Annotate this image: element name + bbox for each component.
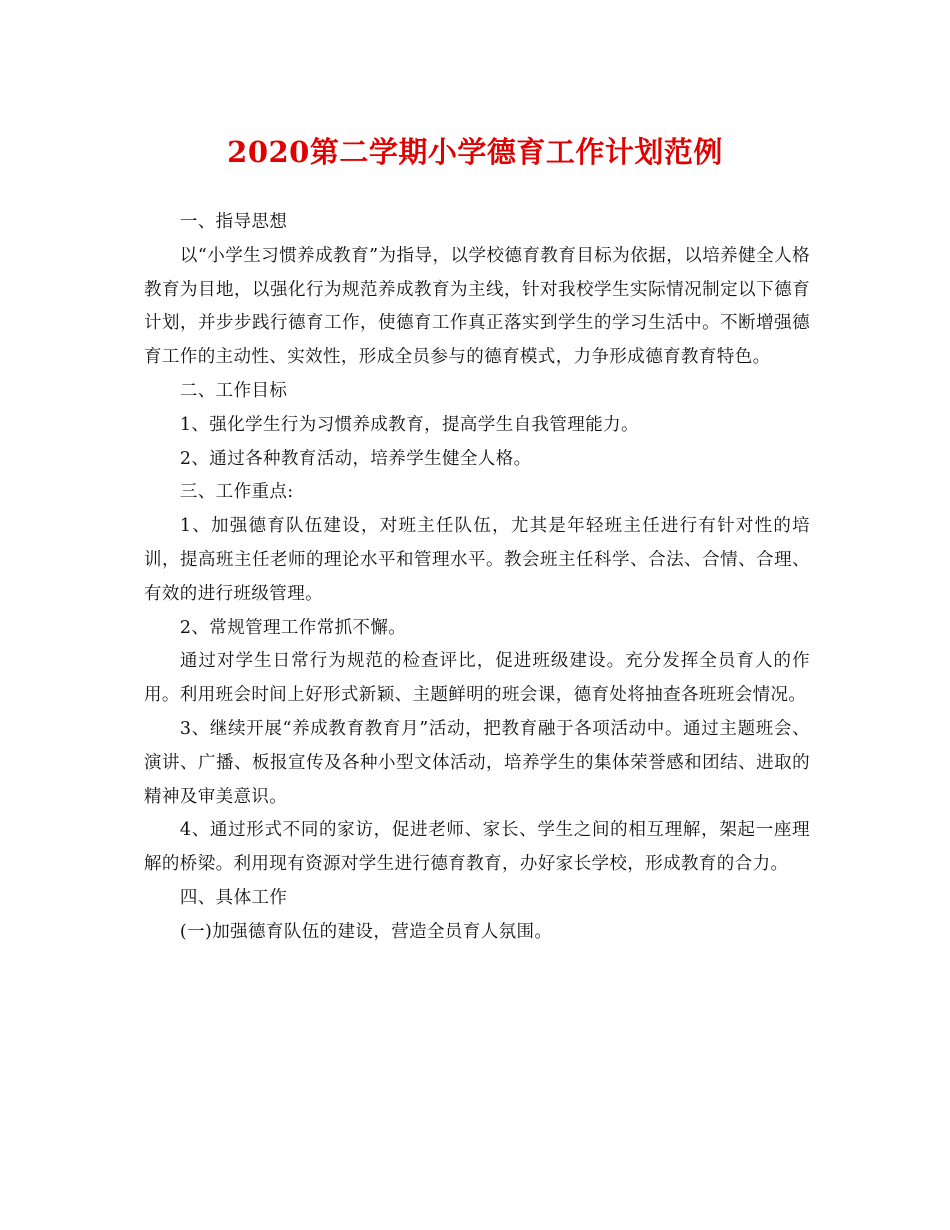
goal-item-1: 1、强化学生行为习惯养成教育，提高学生自我管理能力。 xyxy=(179,414,639,435)
section-heading-guiding-thought: 一、指导思想 xyxy=(179,212,288,232)
focus-item-4: 4、通过形式不同的家访，促进老师、家长、学生之间的相互理解，架起一座理解的桥梁。利用现有资源对学生进行德育教育，办好家长学校，形成教育的合力。 xyxy=(144,820,810,875)
paragraph-guiding-thought: 以“小学生习惯养成教育”为指导，以学校德育教育目标为依据，以培养健全人格教育为目地，以强化行为规范养成教育为主线，针对我校学生实际情况制定以下德育计划，并步步践行德育工作，使德育工作真正落实到学生的学习生活中。不断增强德育工作的主动性、实效性，形成全员参与的德育模式，力争形成德育教育特色。 xyxy=(144,245,810,368)
specific-work-item-1: (一)加强德育队伍的建设，营造全员育人氛围。 xyxy=(179,921,553,942)
section-heading-work-focus: 三、工作重点: xyxy=(179,482,294,503)
focus-item-1: 1、加强德育队伍建设，对班主任队伍，尤其是年轻班主任进行有针对性的培训，提高班主任老师的理论水平和管理水平。教会班主任科学、合法、合情、合理、有效的进行班级管理。 xyxy=(144,516,810,604)
paragraph-routine-management: 通过对学生日常行为规范的检查评比，促进班级建设。充分发挥全员育人的作用。利用班会时间上好形式新颖、主题鲜明的班会课，德育处将抽查各班班会情况。 xyxy=(144,651,810,706)
section-heading-work-goals: 二、工作目标 xyxy=(179,380,288,401)
document-title: 2020第二学期小学德育工作计划范例 xyxy=(227,135,723,169)
section-heading-specific-work: 四、具体工作 xyxy=(179,887,288,908)
goal-item-2: 2、通过各种教育活动，培养学生健全人格。 xyxy=(179,448,532,469)
document-body xyxy=(144,206,810,950)
focus-item-3: 3、继续开展“养成教育教育月”活动，把教育融于各项活动中。通过主题班会、演讲、广播、板报宣传及各种小型文体活动，培养学生的集体荣誉感和团结、进取的精神及审美意识。 xyxy=(144,718,810,807)
focus-item-2: 2、常规管理工作常抓不懈。 xyxy=(179,617,407,638)
